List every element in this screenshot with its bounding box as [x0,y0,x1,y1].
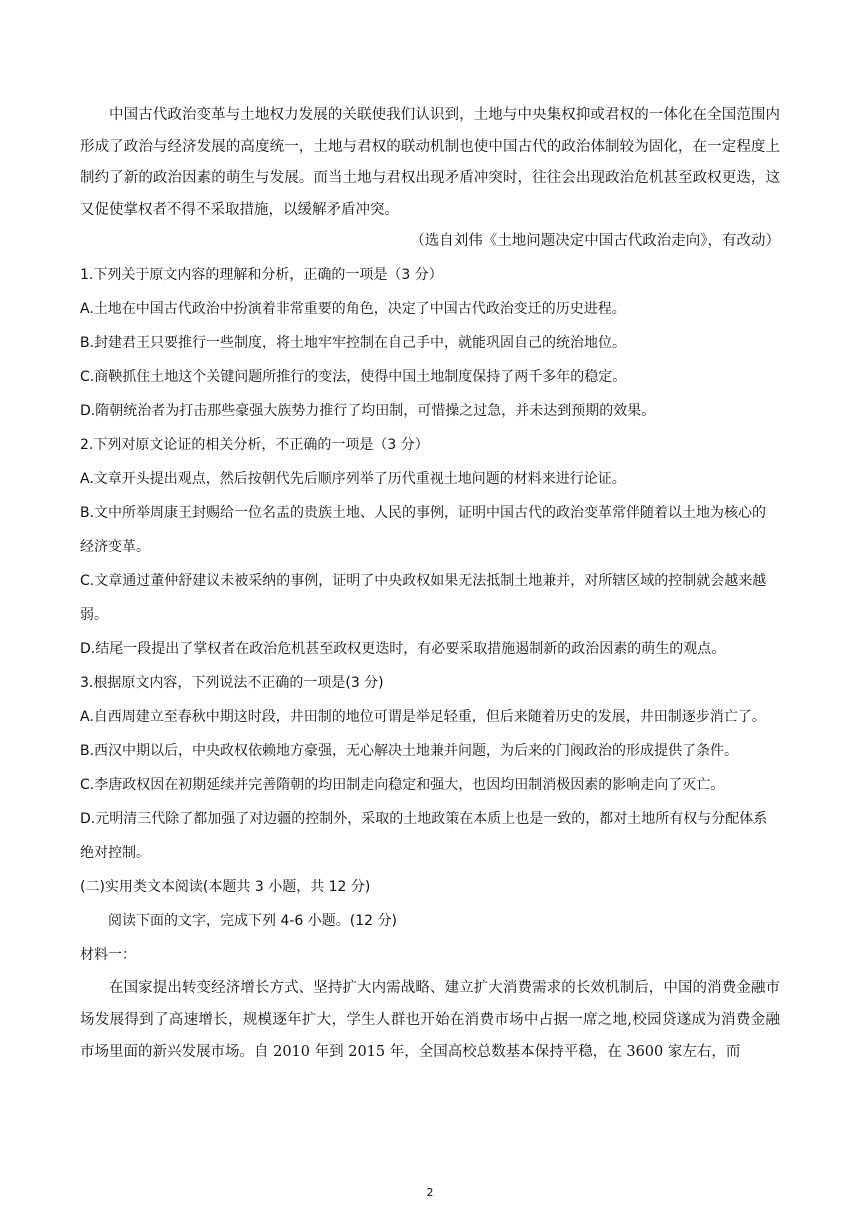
section-heading: (二)实用类文本阅读(本题共 3 小题，共 12 分) [80,878,371,895]
option-d: D.隋朝统治者为打击那些豪强大族势力推行了均田制，可惜操之过急，并未达到预期的效果。 [80,402,656,419]
option-a: A.自西周建立至春秋中期这时段，井田制的地位可谓是举足轻重，但后来随着历史的发展，井田制逐步消亡了。 [80,708,766,725]
option-b: B.文中所举周康王封赐给一位名盂的贵族土地、人民的事例，证明中国古代的政治变革常伴随着以土地为核心的经济变革。 [80,504,767,555]
question-stem: 1.下列关于原文内容的理解和分析，正确的一项是（3 分） [80,266,443,283]
option-c: C.李唐政权因在初期延续并完善隋朝的均田制走向稳定和强大，也因均田制消极因素的影响走向了灭亡。 [80,776,725,793]
intro-paragraph: 中国古代政治变革与土地权力发展的关联使我们认识到，土地与中央集权抑或君权的一体化在全国范围内形成了政治与经济发展的高度统一，土地与君权的联动机制也使中国古代的政治体制较为固化，在一定程度上制约了新的政治因素的萌生与发展。而当土地与君权出现矛盾冲突时，往往会出现政治危机甚至政权更迭，这又促使掌权者不得不采取措施，以缓解矛盾冲突。 [80,107,780,218]
question-stem: 3.根据原文内容，下列说法不正确的一项是(3 分) [80,674,384,691]
option-a: A.土地在中国古代政治中扮演着非常重要的角色，决定了中国古代政治变迁的历史进程。 [80,300,626,317]
page-number: 2 [426,1186,434,1199]
option-d: D.结尾一段提出了掌权者在政治危机甚至政权更迭时，有必要采取措施遏制新的政治因素的萌生的观点。 [80,640,726,657]
source-citation: （选自刘伟《土地问题决定中国古代政治走向》，有改动） [410,233,780,249]
option-c: C.文章通过董仲舒建议未被采纳的事例，证明了中央政权如果无法抵制土地兼并，对所辖区域的控制就会越来越弱。 [80,572,767,623]
option-c: C.商鞅抓住土地这个关键问题所推行的变法，使得中国土地制度保持了两千多年的稳定。 [80,368,627,385]
document-page [80,100,780,1068]
question-2 [80,428,780,666]
option-a: A.文章开头提出观点，然后按朝代先后顺序列举了历代重视土地问题的材料来进行论证。 [80,470,626,487]
question-stem: 2.下列对原文论证的相关分析，不正确的一项是（3 分） [80,436,429,453]
section-instruction: 阅读下面的文字，完成下列 4-6 小题。(12 分) [108,912,397,929]
material-label: 材料一： [80,946,136,963]
material-paragraph: 在国家提出转变经济增长方式、坚持扩大内需战略、建立扩大消费需求的长效机制后，中国的消费金融市场发展得到了高速增长，规模逐年扩大，学生人群也开始在消费市场中占据一席之地,校园贷遂成为消费金融市场里面的新兴发展市场。自 2010 年到 2015 年，全国高校总数基本保持平稳，在 3600 家左右，而 [80,979,780,1060]
option-b: B.西汉中期以后，中央政权依赖地方豪强，无心解决土地兼并问题，为后来的门阀政治的形成提供了条件。 [80,742,739,759]
option-b: B.封建君王只要推行一些制度，将土地牢牢控制在自己手中，就能巩固自己的统治地位。 [80,334,627,351]
option-d: D.元明清三代除了都加强了对边疆的控制外，采取的土地政策在本质上也是一致的，都对土地所有权与分配体系绝对控制。 [80,810,768,861]
question-1 [80,258,780,428]
question-3 [80,666,780,870]
